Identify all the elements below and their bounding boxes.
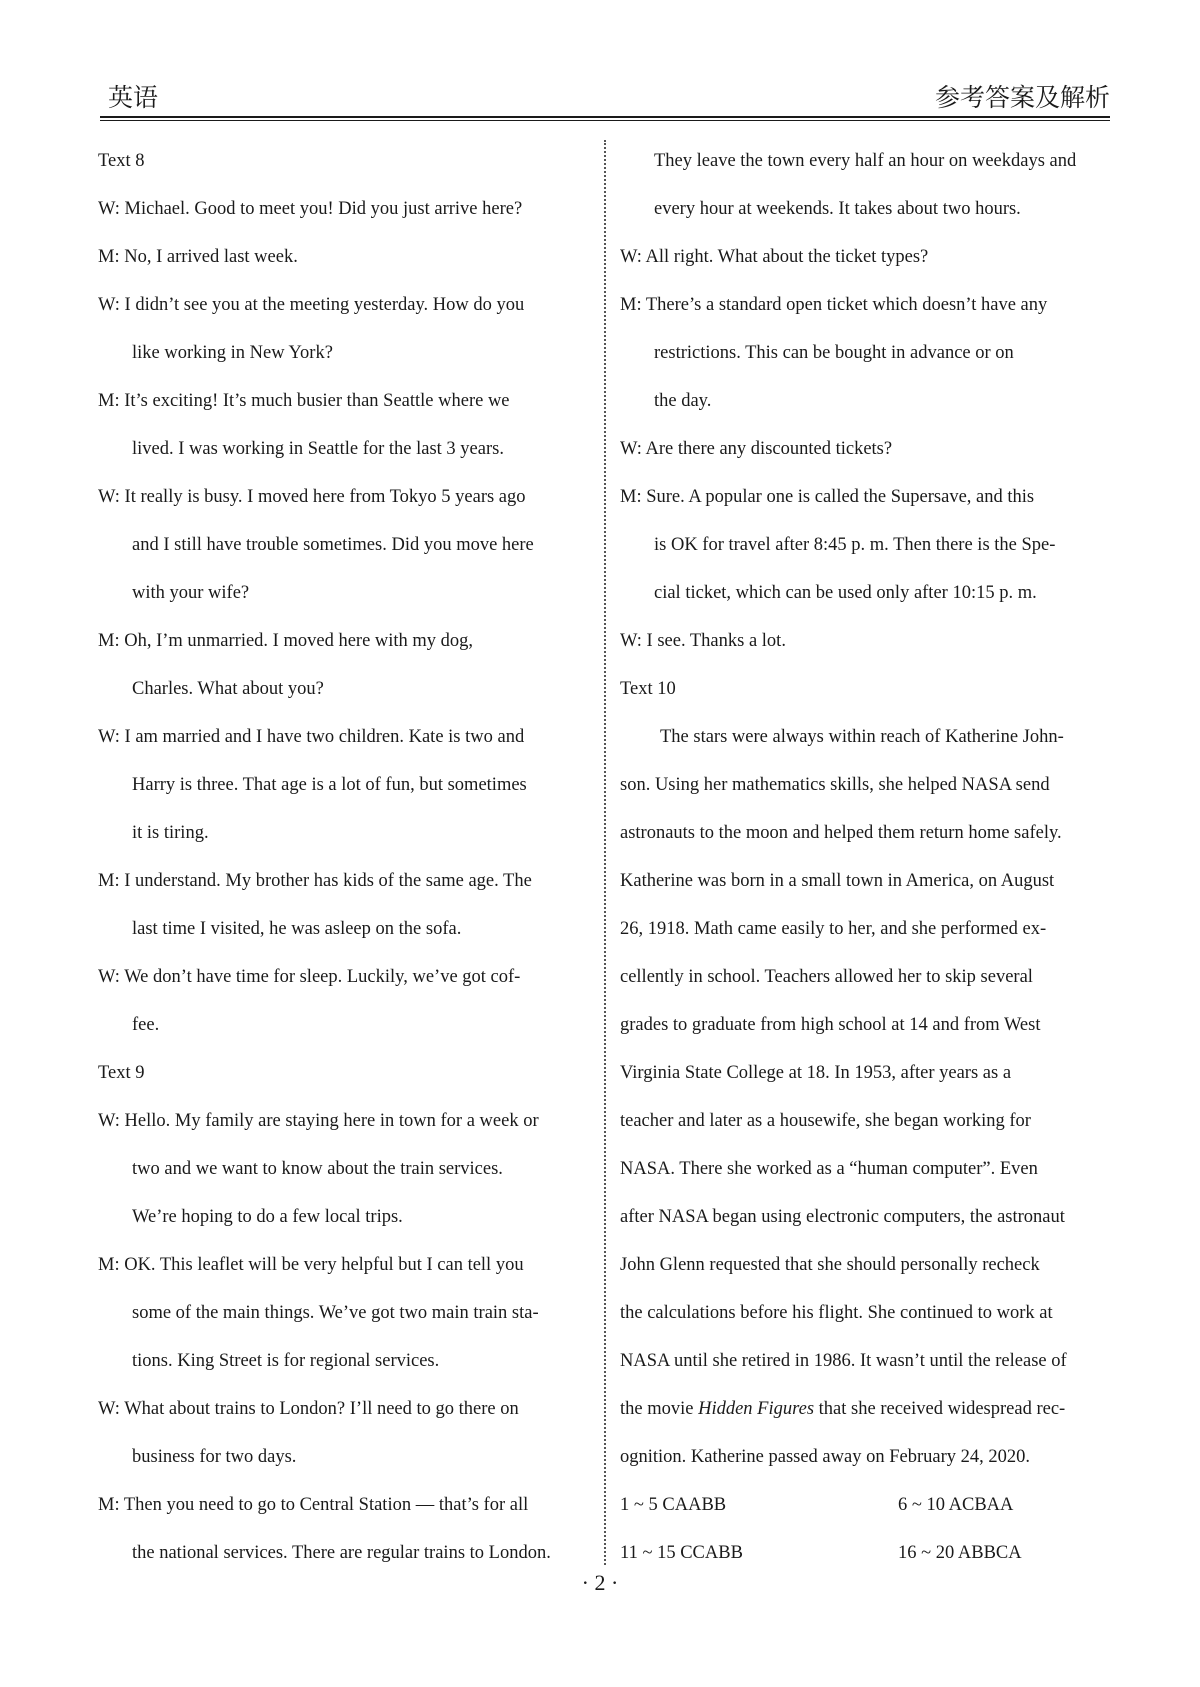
dialogue-continuation: tions. King Street is for regional services. <box>132 1351 440 1371</box>
answer-row <box>620 1481 1114 1529</box>
dialogue-line <box>98 185 592 233</box>
passage-line: son. Using her mathematics skills, she helped NASA send <box>620 775 1050 795</box>
dialogue-line: W: What about trains to London? I’ll need to go there on <box>98 1399 519 1419</box>
passage-line <box>620 1385 1114 1433</box>
column-divider <box>604 140 606 1565</box>
dialogue-line: W: I am married and I have two children. Kate is two and <box>98 727 525 747</box>
passage-line: Virginia State College at 18. In 1953, after years as a <box>620 1063 1012 1083</box>
dialogue-line: M: Sure. A popular one is called the Supersave, and this <box>620 487 1035 507</box>
dialogue-continuation: Charles. What about you? <box>132 679 324 699</box>
dialogue-line: W: It really is busy. I moved here from Tokyo 5 years ago <box>98 487 526 507</box>
header-rule <box>100 116 1110 118</box>
dialogue-continuation: like working in New York? <box>132 343 333 363</box>
passage-line: after NASA began using electronic computers, the astronaut <box>620 1207 1065 1227</box>
left-column <box>98 137 592 1577</box>
passage-line: 26, 1918. Math came easily to her, and she performed ex- <box>620 919 1047 939</box>
dialogue-continuation: Harry is three. That age is a lot of fun, but sometimes <box>132 775 527 795</box>
section-heading-text-10: Text 10 <box>620 679 676 699</box>
dialogue-continuation: two and we want to know about the train services. <box>132 1159 503 1179</box>
answer-key: 11 ~ 15 CCABB <box>620 1543 743 1563</box>
dialogue-continuation: cial ticket, which can be used only after 10:15 p. m. <box>654 583 1037 603</box>
passage-line: grades to graduate from high school at 14 and from West <box>620 1015 1041 1035</box>
passage-line: astronauts to the moon and helped them return home safely. <box>620 823 1062 843</box>
passage-line: cellently in school. Teachers allowed her to skip several <box>620 967 1033 987</box>
dialogue-line: W: I didn’t see you at the meeting yesterday. How do you <box>98 295 525 315</box>
dialogue-line: M: It’s exciting! It’s much busier than Seattle where we <box>98 391 510 411</box>
dialogue-continuation: the day. <box>654 391 712 411</box>
header-subject: 英语 <box>108 85 159 112</box>
dialogue-line: M: There’s a standard open ticket which doesn’t have any <box>620 295 1048 315</box>
dialogue-line: W: Hello. My family are staying here in town for a week or <box>98 1111 539 1131</box>
passage-line: NASA until she retired in 1986. It wasn’t until the release of <box>620 1351 1067 1371</box>
dialogue-continuation: last time I visited, he was asleep on the sofa. <box>132 919 462 939</box>
dialogue-continuation: fee. <box>132 1015 160 1035</box>
answer-key: 16 ~ 20 ABBCA <box>898 1543 1022 1563</box>
dialogue-continuation: restrictions. This can be bought in advance or on <box>654 343 1014 363</box>
dialogue-line: W: All right. What about the ticket types? <box>620 247 929 267</box>
movie-title: Hidden Figures <box>698 1399 815 1419</box>
right-column <box>620 137 1114 1577</box>
dialogue-continuation: the national services. There are regular trains to London. <box>132 1543 551 1563</box>
answer-key: 6 ~ 10 ACBAA <box>898 1495 1014 1515</box>
passage-line: John Glenn requested that she should personally recheck <box>620 1255 1040 1275</box>
passage-line: Katherine was born in a small town in America, on August <box>620 871 1055 891</box>
dialogue-line: M: No, I arrived last week. <box>98 247 298 267</box>
page-number: · 2 · <box>581 1570 619 1595</box>
dialogue-continuation: with your wife? <box>132 583 250 603</box>
dialogue-line: M: I understand. My brother has kids of the same age. The <box>98 871 532 891</box>
passage-line: teacher and later as a housewife, she began working for <box>620 1111 1031 1131</box>
dialogue-line: W: Are there any discounted tickets? <box>620 439 893 459</box>
dialogue-continuation: some of the main things. We’ve got two main train sta- <box>132 1303 539 1323</box>
dialogue-continuation: They leave the town every half an hour on weekdays and <box>654 151 1077 171</box>
dialogue-continuation: and I still have trouble sometimes. Did you move here <box>132 535 534 555</box>
dialogue-continuation: business for two days. <box>132 1447 297 1467</box>
header-rule-thin <box>100 120 1110 121</box>
section-heading-text-9: Text 9 <box>98 1063 145 1083</box>
passage-text: the movie <box>620 1399 694 1419</box>
passage-line: NASA. There she worked as a “human computer”. Even <box>620 1159 1038 1179</box>
dialogue-line: W: We don’t have time for sleep. Luckily, we’ve got cof- <box>98 967 521 987</box>
dialogue-line: M: Then you need to go to Central Station — that’s for all <box>98 1495 529 1515</box>
dialogue-continuation: is OK for travel after 8:45 p. m. Then there is the Spe- <box>654 535 1056 555</box>
header-title: 参考答案及解析 <box>934 85 1110 112</box>
passage-line: the calculations before his flight. She continued to work at <box>620 1303 1053 1323</box>
passage-line: The stars were always within reach of Katherine John- <box>660 727 1064 747</box>
page-header <box>100 72 1110 112</box>
dialogue-line: M: OK. This leaflet will be very helpful but I can tell you <box>98 1255 524 1275</box>
dialogue-continuation: We’re hoping to do a few local trips. <box>132 1207 403 1227</box>
dialogue-continuation: it is tiring. <box>132 823 209 843</box>
section-heading-text-8: Text 8 <box>98 151 145 171</box>
dialogue-line: M: Oh, I’m unmarried. I moved here with my dog, <box>98 631 474 651</box>
text-line: W: Michael. Good to meet you! Did you just arrive here? <box>98 199 523 219</box>
passage-line: ognition. Katherine passed away on February 24, 2020. <box>620 1447 1030 1467</box>
answer-key: 1 ~ 5 CAABB <box>620 1495 727 1515</box>
dialogue-continuation: lived. I was working in Seattle for the last 3 years. <box>132 439 504 459</box>
dialogue-continuation: every hour at weekends. It takes about two hours. <box>654 199 1021 219</box>
passage-text: that she received widespread rec- <box>818 1399 1066 1419</box>
dialogue-line: W: I see. Thanks a lot. <box>620 631 786 651</box>
